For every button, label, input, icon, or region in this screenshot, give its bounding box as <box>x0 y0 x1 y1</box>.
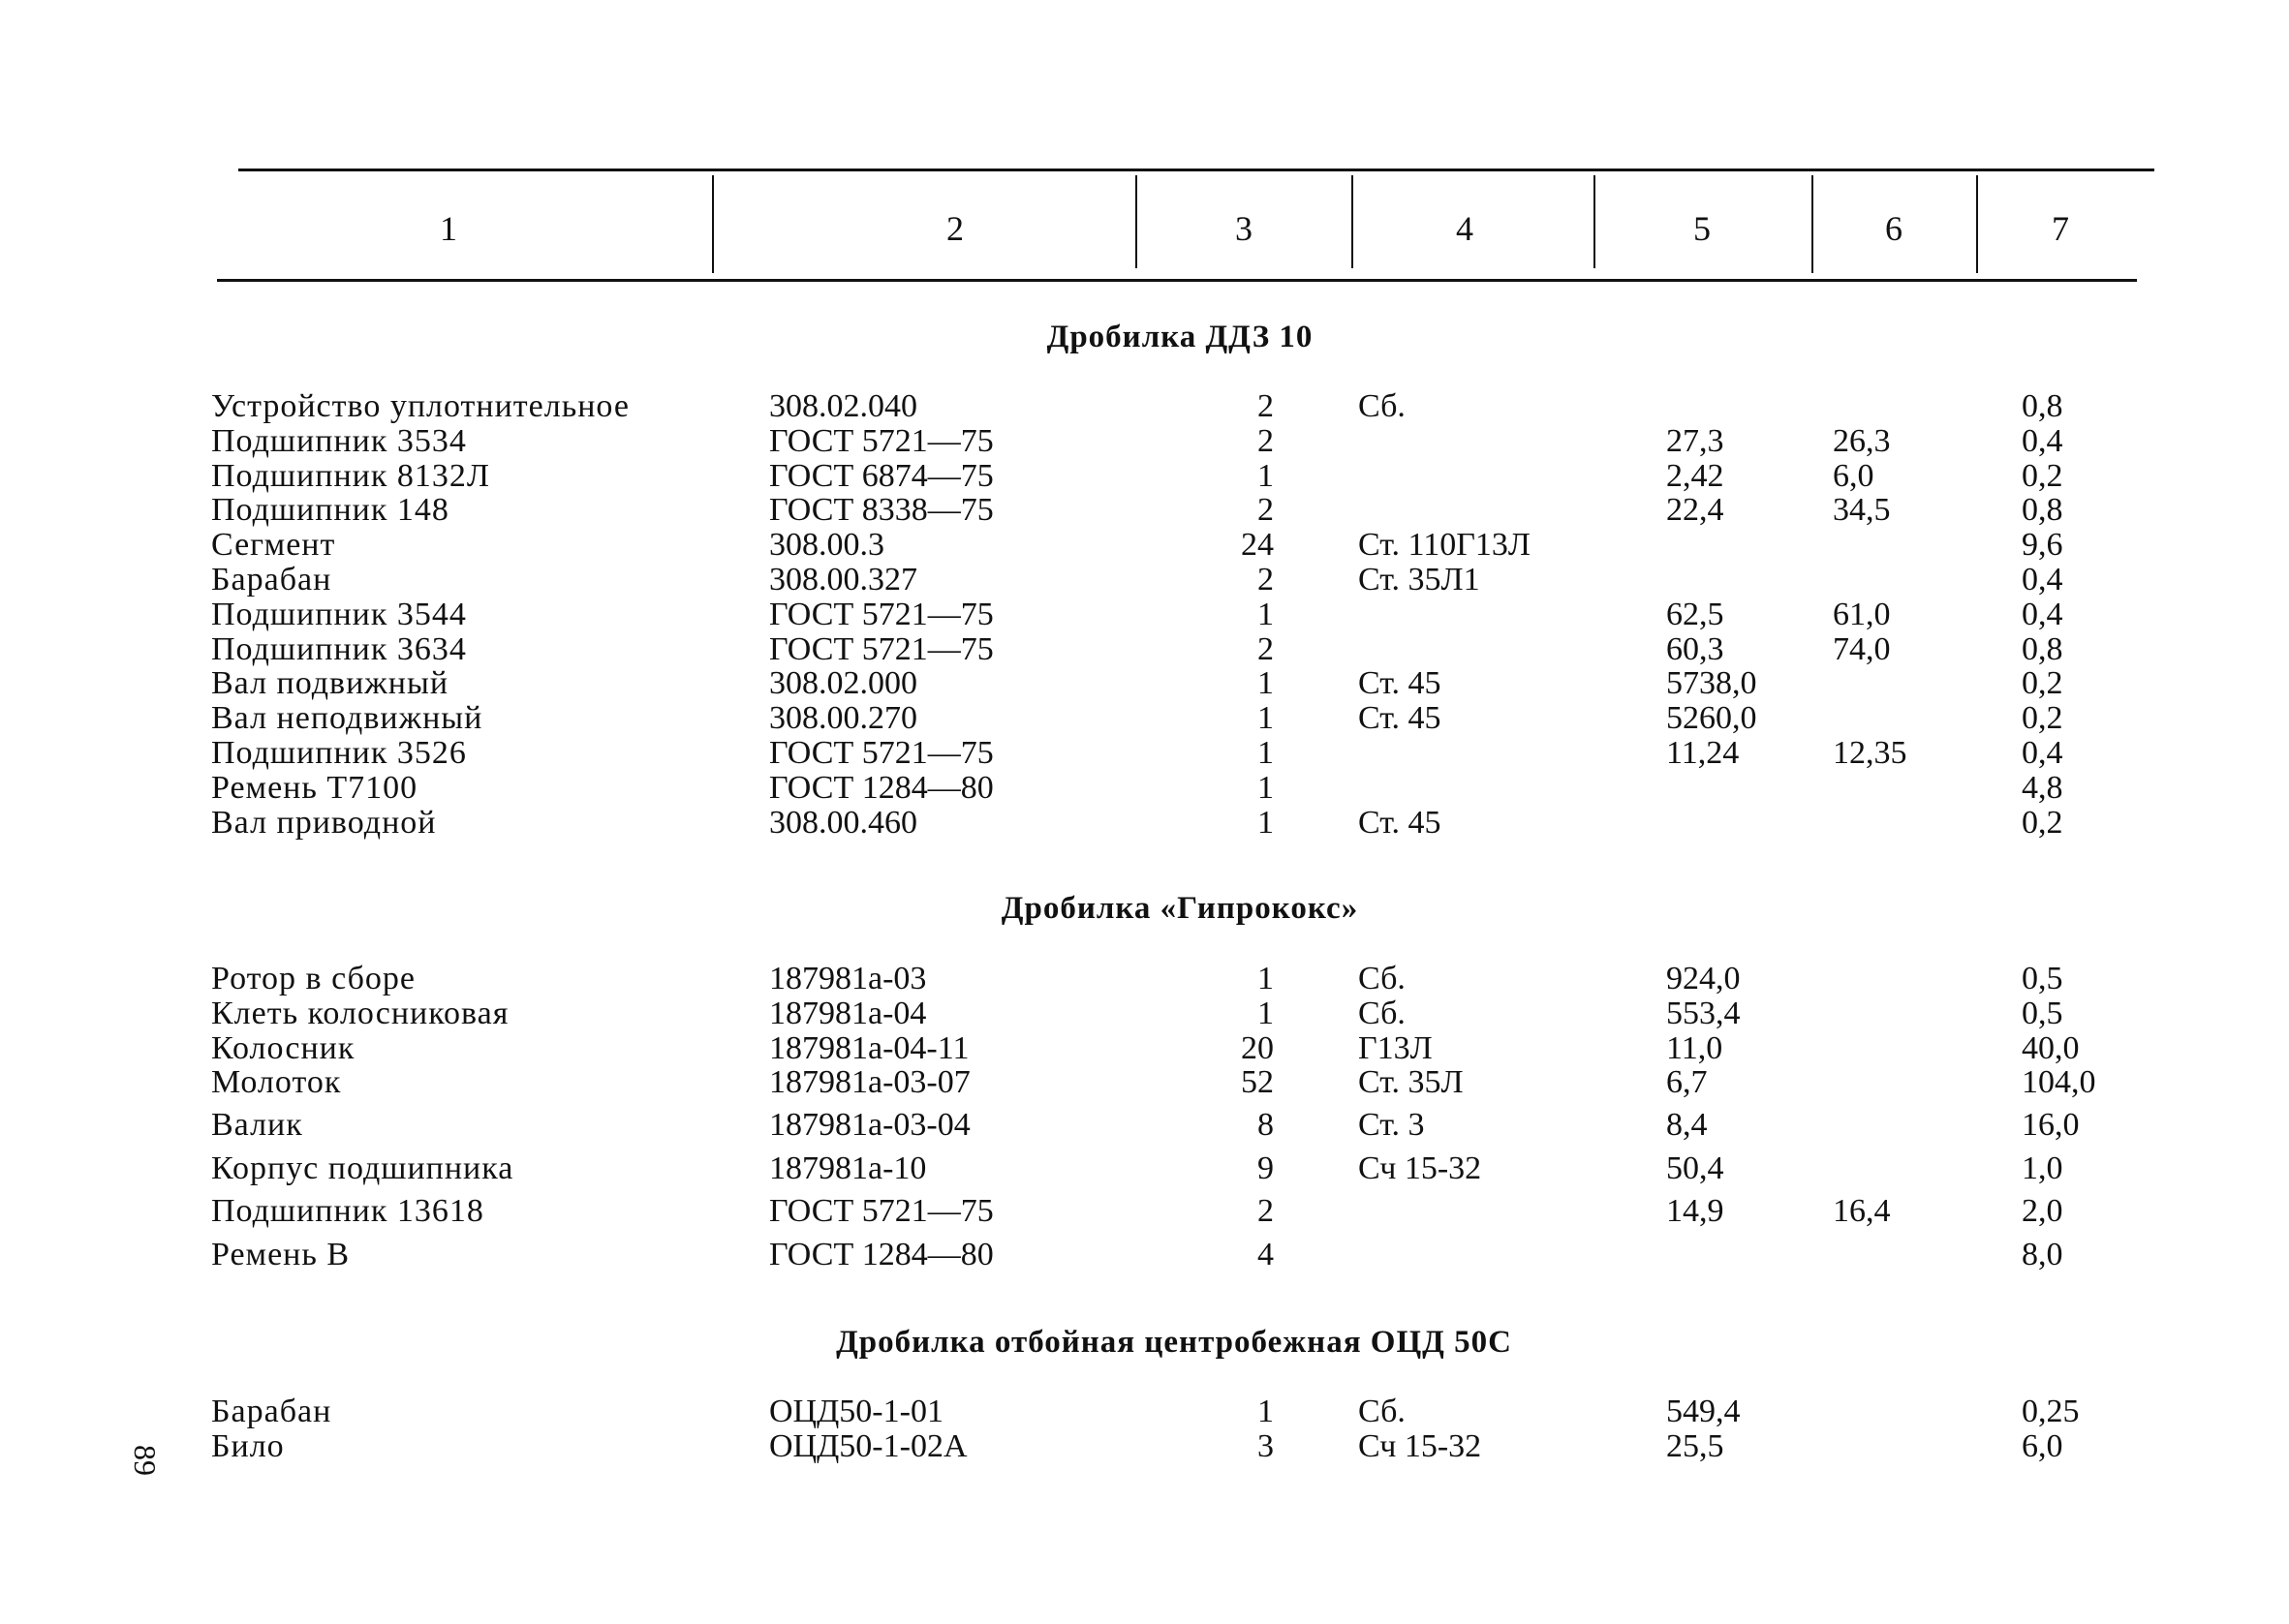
table-cell-col-7: 0,8 <box>2022 492 2063 528</box>
table-cell-col-7: 0,25 <box>2022 1394 2080 1429</box>
table-row <box>0 1108 2289 1143</box>
header-divider-5 <box>1811 175 1813 273</box>
section-title: Дробилка отбойная центробежная ОЦД 50С <box>836 1325 1512 1360</box>
table-cell-col-3: 8 <box>1257 1107 1274 1143</box>
table-cell-col-5: 924,0 <box>1666 961 1741 996</box>
table-cell-col-3: 1 <box>1257 665 1274 701</box>
table-cell-col-7: 4,8 <box>2022 770 2063 806</box>
table-cell-col-7: 0,5 <box>2022 961 2063 996</box>
table-row <box>0 459 2289 494</box>
table-cell-col-1: Подшипник 3526 <box>211 735 467 771</box>
table-cell-col-3: 1 <box>1257 961 1274 996</box>
header-col-7: 7 <box>2052 209 2069 248</box>
table-cell-col-7: 6,0 <box>2022 1428 2063 1464</box>
table-cell-col-1: Подшипник 3634 <box>211 631 467 667</box>
table-row <box>0 666 2289 701</box>
table-cell-col-5: 5260,0 <box>1666 700 1757 736</box>
table-cell-col-7: 16,0 <box>2022 1107 2080 1143</box>
table-cell-col-1: Колосник <box>211 1030 356 1066</box>
table-cell-col-2: 308.02.000 <box>769 665 917 701</box>
table-cell-col-1: Подшипник 3534 <box>211 423 467 459</box>
table-cell-col-2: ГОСТ 5721—75 <box>769 631 994 667</box>
table-cell-col-2: 308.00.327 <box>769 562 917 598</box>
page-number: 89 <box>128 1445 163 1476</box>
table-cell-col-4: Ст. 35Л <box>1358 1064 1464 1100</box>
header-divider-3 <box>1351 175 1353 268</box>
table-cell-col-3: 1 <box>1257 805 1274 841</box>
table-cell-col-3: 2 <box>1257 388 1274 424</box>
header-divider-4 <box>1593 175 1595 268</box>
header-col-5: 5 <box>1693 209 1711 248</box>
table-cell-col-5: 62,5 <box>1666 597 1724 632</box>
table-cell-col-1: Вал неподвижный <box>211 700 483 736</box>
table-cell-col-4: Сч 15-32 <box>1358 1428 1482 1464</box>
table-row <box>0 996 2289 1031</box>
table-cell-col-5: 22,4 <box>1666 492 1724 528</box>
table-cell-col-7: 0,4 <box>2022 423 2063 459</box>
table-row <box>0 528 2289 563</box>
table-cell-col-7: 0,4 <box>2022 735 2063 771</box>
table-cell-col-4: Сб. <box>1358 1394 1406 1429</box>
table-cell-col-5: 27,3 <box>1666 423 1724 459</box>
table-cell-col-7: 9,6 <box>2022 527 2063 563</box>
table-cell-col-3: 2 <box>1257 1193 1274 1229</box>
table-cell-col-2: 187981а-03 <box>769 961 927 996</box>
table-cell-col-1: Барабан <box>211 562 332 598</box>
table-cell-col-1: Било <box>211 1428 285 1464</box>
table-row <box>0 598 2289 632</box>
table-cell-col-2: ОЦД50-1-02А <box>769 1428 968 1464</box>
header-col-2: 2 <box>946 209 964 248</box>
table-cell-col-7: 8,0 <box>2022 1237 2063 1272</box>
table-cell-col-6: 6,0 <box>1833 458 1874 494</box>
header-col-4: 4 <box>1456 209 1473 248</box>
table-cell-col-2: 308.02.040 <box>769 388 917 424</box>
table-cell-col-3: 4 <box>1257 1237 1274 1272</box>
table-cell-col-1: Подшипник 13618 <box>211 1193 484 1229</box>
header-col-3: 3 <box>1235 209 1253 248</box>
table-cell-col-2: 187981а-10 <box>769 1150 927 1186</box>
table-cell-col-3: 1 <box>1257 458 1274 494</box>
section-title: Дробилка ДДЗ 10 <box>1046 320 1314 354</box>
table-row <box>0 1151 2289 1186</box>
table-cell-col-1: Корпус подшипника <box>211 1150 514 1186</box>
table-cell-col-6: 61,0 <box>1833 597 1891 632</box>
table-cell-col-3: 2 <box>1257 562 1274 598</box>
table-cell-col-3: 24 <box>1241 527 1274 563</box>
table-cell-col-4: Ст. 35Л1 <box>1358 562 1480 598</box>
table-row <box>0 1194 2289 1229</box>
table-cell-col-3: 1 <box>1257 1394 1274 1429</box>
table-cell-col-7: 0,8 <box>2022 388 2063 424</box>
table-cell-col-7: 0,5 <box>2022 996 2063 1031</box>
table-row <box>0 563 2289 598</box>
header-bottom-rule <box>217 279 2137 282</box>
table-row <box>0 1394 2289 1429</box>
table-cell-col-2: ГОСТ 1284—80 <box>769 1237 994 1272</box>
table-cell-col-5: 6,7 <box>1666 1064 1708 1100</box>
table-cell-col-7: 104,0 <box>2022 1064 2096 1100</box>
table-cell-col-5: 5738,0 <box>1666 665 1757 701</box>
header-divider-1 <box>712 175 714 273</box>
table-cell-col-4: Сб. <box>1358 961 1406 996</box>
table-cell-col-1: Барабан <box>211 1394 332 1429</box>
table-cell-col-1: Вал подвижный <box>211 665 449 701</box>
table-cell-col-3: 1 <box>1257 996 1274 1031</box>
table-row <box>0 1031 2289 1066</box>
table-cell-col-1: Вал приводной <box>211 805 437 841</box>
table-cell-col-1: Подшипник 8132Л <box>211 458 490 494</box>
table-cell-col-2: 308.00.270 <box>769 700 917 736</box>
table-cell-col-6: 26,3 <box>1833 423 1891 459</box>
table-cell-col-3: 52 <box>1241 1064 1274 1100</box>
table-cell-col-7: 0,4 <box>2022 597 2063 632</box>
table-cell-col-7: 0,2 <box>2022 458 2063 494</box>
table-cell-col-1: Клеть колосниковая <box>211 996 510 1031</box>
table-cell-col-2: ГОСТ 5721—75 <box>769 735 994 771</box>
table-cell-col-4: Ст. 3 <box>1358 1107 1425 1143</box>
table-cell-col-2: 187981а-04-11 <box>769 1030 970 1066</box>
table-cell-col-2: ГОСТ 8338—75 <box>769 492 994 528</box>
table-cell-col-7: 0,2 <box>2022 665 2063 701</box>
table-row <box>0 389 2289 424</box>
header-top-rule <box>238 169 2154 171</box>
table-row <box>0 1065 2289 1100</box>
table-cell-col-5: 14,9 <box>1666 1193 1724 1229</box>
table-row <box>0 1429 2289 1464</box>
table-cell-col-3: 9 <box>1257 1150 1274 1186</box>
table-cell-col-5: 50,4 <box>1666 1150 1724 1186</box>
table-row <box>0 701 2289 736</box>
table-cell-col-2: 308.00.460 <box>769 805 917 841</box>
table-cell-col-4: Г13Л <box>1358 1030 1433 1066</box>
table-cell-col-4: Ст. 45 <box>1358 700 1441 736</box>
table-cell-col-2: 187981а-03-04 <box>769 1107 971 1143</box>
table-cell-col-3: 2 <box>1257 631 1274 667</box>
table-cell-col-5: 549,4 <box>1666 1394 1741 1429</box>
table-cell-col-2: ГОСТ 5721—75 <box>769 423 994 459</box>
table-cell-col-5: 553,4 <box>1666 996 1741 1031</box>
table-cell-col-5: 60,3 <box>1666 631 1724 667</box>
table-cell-col-2: 187981а-04 <box>769 996 927 1031</box>
table-cell-col-1: Ротор в сборе <box>211 961 416 996</box>
table-cell-col-1: Устройство уплотнительное <box>211 388 630 424</box>
table-cell-col-4: Ст. 110Г13Л <box>1358 527 1531 563</box>
table-cell-col-3: 1 <box>1257 735 1274 771</box>
table-row <box>0 1238 2289 1272</box>
table-cell-col-5: 25,5 <box>1666 1428 1724 1464</box>
header-divider-6 <box>1976 175 1978 273</box>
table-cell-col-7: 0,2 <box>2022 700 2063 736</box>
header-col-1: 1 <box>440 209 457 248</box>
table-cell-col-3: 3 <box>1257 1428 1274 1464</box>
table-cell-col-6: 74,0 <box>1833 631 1891 667</box>
table-cell-col-1: Сегмент <box>211 527 336 563</box>
table-cell-col-5: 2,42 <box>1666 458 1724 494</box>
table-cell-col-2: ГОСТ 1284—80 <box>769 770 994 806</box>
table-cell-col-3: 1 <box>1257 770 1274 806</box>
table-cell-col-4: Сб. <box>1358 996 1406 1031</box>
table-cell-col-3: 2 <box>1257 423 1274 459</box>
table-cell-col-5: 8,4 <box>1666 1107 1708 1143</box>
table-cell-col-2: ГОСТ 5721—75 <box>769 1193 994 1229</box>
table-cell-col-4: Сч 15-32 <box>1358 1150 1482 1186</box>
table-cell-col-2: ОЦД50-1-01 <box>769 1394 943 1429</box>
table-cell-col-1: Подшипник 148 <box>211 492 449 528</box>
table-cell-col-4: Ст. 45 <box>1358 805 1441 841</box>
table-cell-col-6: 16,4 <box>1833 1193 1891 1229</box>
header-col-6: 6 <box>1885 209 1902 248</box>
table-row <box>0 736 2289 771</box>
table-cell-col-7: 2,0 <box>2022 1193 2063 1229</box>
table-cell-col-1: Молоток <box>211 1064 342 1100</box>
table-cell-col-2: ГОСТ 6874—75 <box>769 458 994 494</box>
table-cell-col-5: 11,24 <box>1666 735 1740 771</box>
table-cell-col-5: 11,0 <box>1666 1030 1723 1066</box>
section-title: Дробилка «Гипрококс» <box>1001 891 1359 926</box>
table-cell-col-7: 1,0 <box>2022 1150 2063 1186</box>
header-divider-2 <box>1135 175 1137 268</box>
table-cell-col-1: Валик <box>211 1107 303 1143</box>
table-row <box>0 771 2289 806</box>
table-cell-col-1: Ремень В <box>211 1237 351 1272</box>
table-cell-col-3: 1 <box>1257 700 1274 736</box>
table-row <box>0 806 2289 841</box>
table-cell-col-6: 12,35 <box>1833 735 1907 771</box>
table-cell-col-4: Ст. 45 <box>1358 665 1441 701</box>
table-cell-col-6: 34,5 <box>1833 492 1891 528</box>
table-cell-col-7: 0,8 <box>2022 631 2063 667</box>
table-cell-col-1: Ремень Т7100 <box>211 770 418 806</box>
table-cell-col-3: 2 <box>1257 492 1274 528</box>
table-row <box>0 632 2289 667</box>
table-cell-col-3: 1 <box>1257 597 1274 632</box>
table-cell-col-3: 20 <box>1241 1030 1274 1066</box>
table-cell-col-1: Подшипник 3544 <box>211 597 467 632</box>
table-cell-col-7: 0,4 <box>2022 562 2063 598</box>
table-cell-col-7: 0,2 <box>2022 805 2063 841</box>
table-row <box>0 424 2289 459</box>
table-cell-col-4: Сб. <box>1358 388 1406 424</box>
table-row <box>0 493 2289 528</box>
table-cell-col-2: 308.00.3 <box>769 527 884 563</box>
table-row <box>0 962 2289 996</box>
table-cell-col-7: 40,0 <box>2022 1030 2080 1066</box>
table-cell-col-2: ГОСТ 5721—75 <box>769 597 994 632</box>
table-cell-col-2: 187981а-03-07 <box>769 1064 971 1100</box>
